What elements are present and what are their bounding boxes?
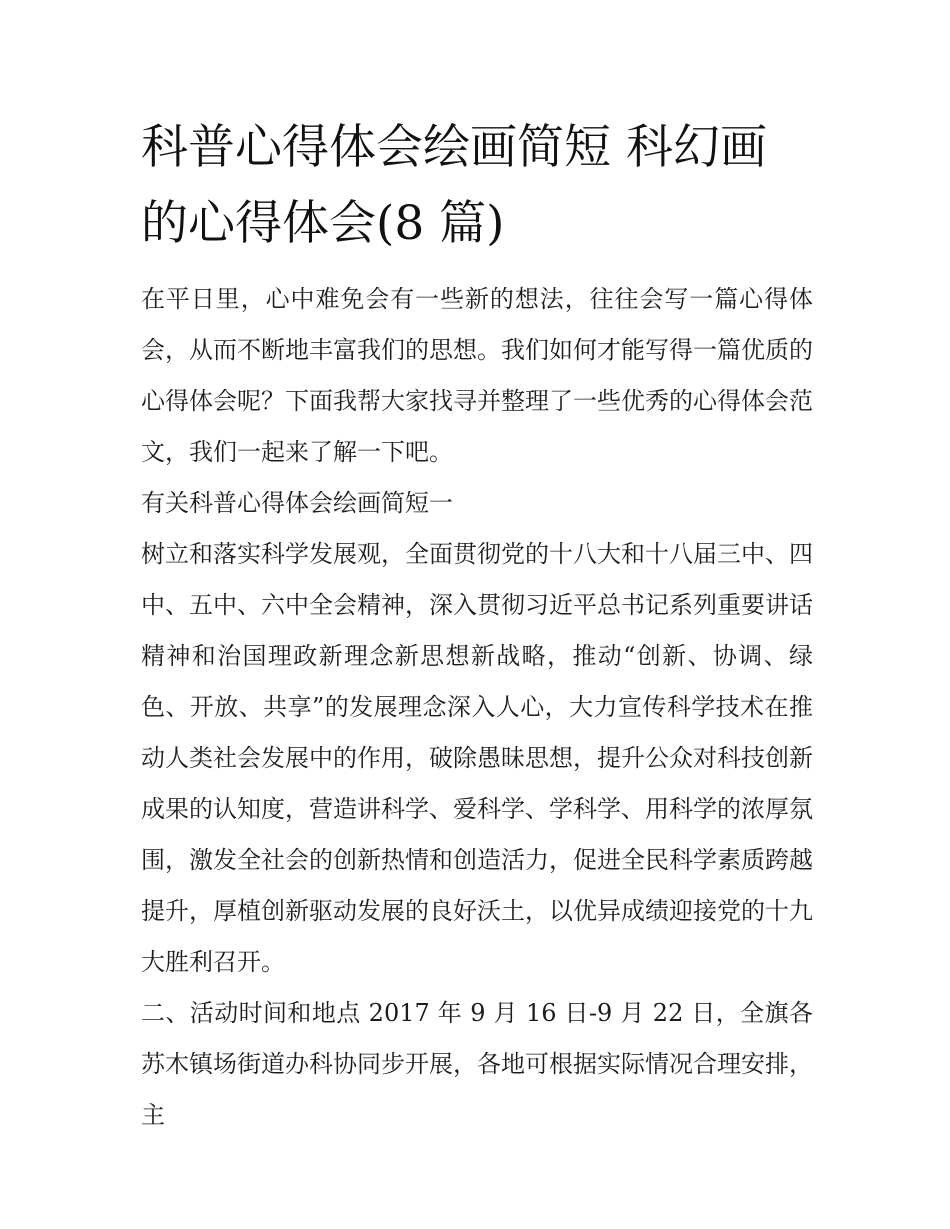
body-paragraph-1: 树立和落实科学发展观，全面贯彻党的十八大和十八届三中、四中、五中、六中全会精神，深入贯彻习近平总书记系列重要讲话精神和治国理政新理念新思想新战略，推动“创新、协调、绿色、开放、共享”的发展理念深入人心，大力宣传科学技术在推动人类社会发展中的作用，破除愚昧思想，提升公众对科技创新成果的认知度，营造讲科学、爱科学、学科学、用科学的浓厚氛围，激发全社会的创新热情和创造活力，促进全民科学素质跨越提升，厚植创新驱动发展的良好沃土，以优异成绩迎接党的十九大胜利召开。 (141, 540, 813, 976)
document-title: 科普心得体会绘画简短 科幻画的心得体会(8 篇) (141, 120, 767, 251)
section-heading: 有关科普心得体会绘画简短一 (141, 489, 453, 517)
body-paragraph-2: 二、活动时间和地点 2017 年 9 月 16 日-9 月 22 日，全旗各苏木镇场街道办科协同步开展，各地可根据实际情况合理安排，主 (141, 999, 813, 1129)
document-content (141, 110, 813, 1141)
intro-paragraph: 在平日里，心中难免会有一些新的想法，往往会写一篇心得体会，从而不断地丰富我们的思想。我们如何才能写得一篇优质的心得体会呢？下面我帮大家找寻并整理了一些优秀的心得体会范文，我们一起来了解一下吧。 (141, 285, 813, 466)
